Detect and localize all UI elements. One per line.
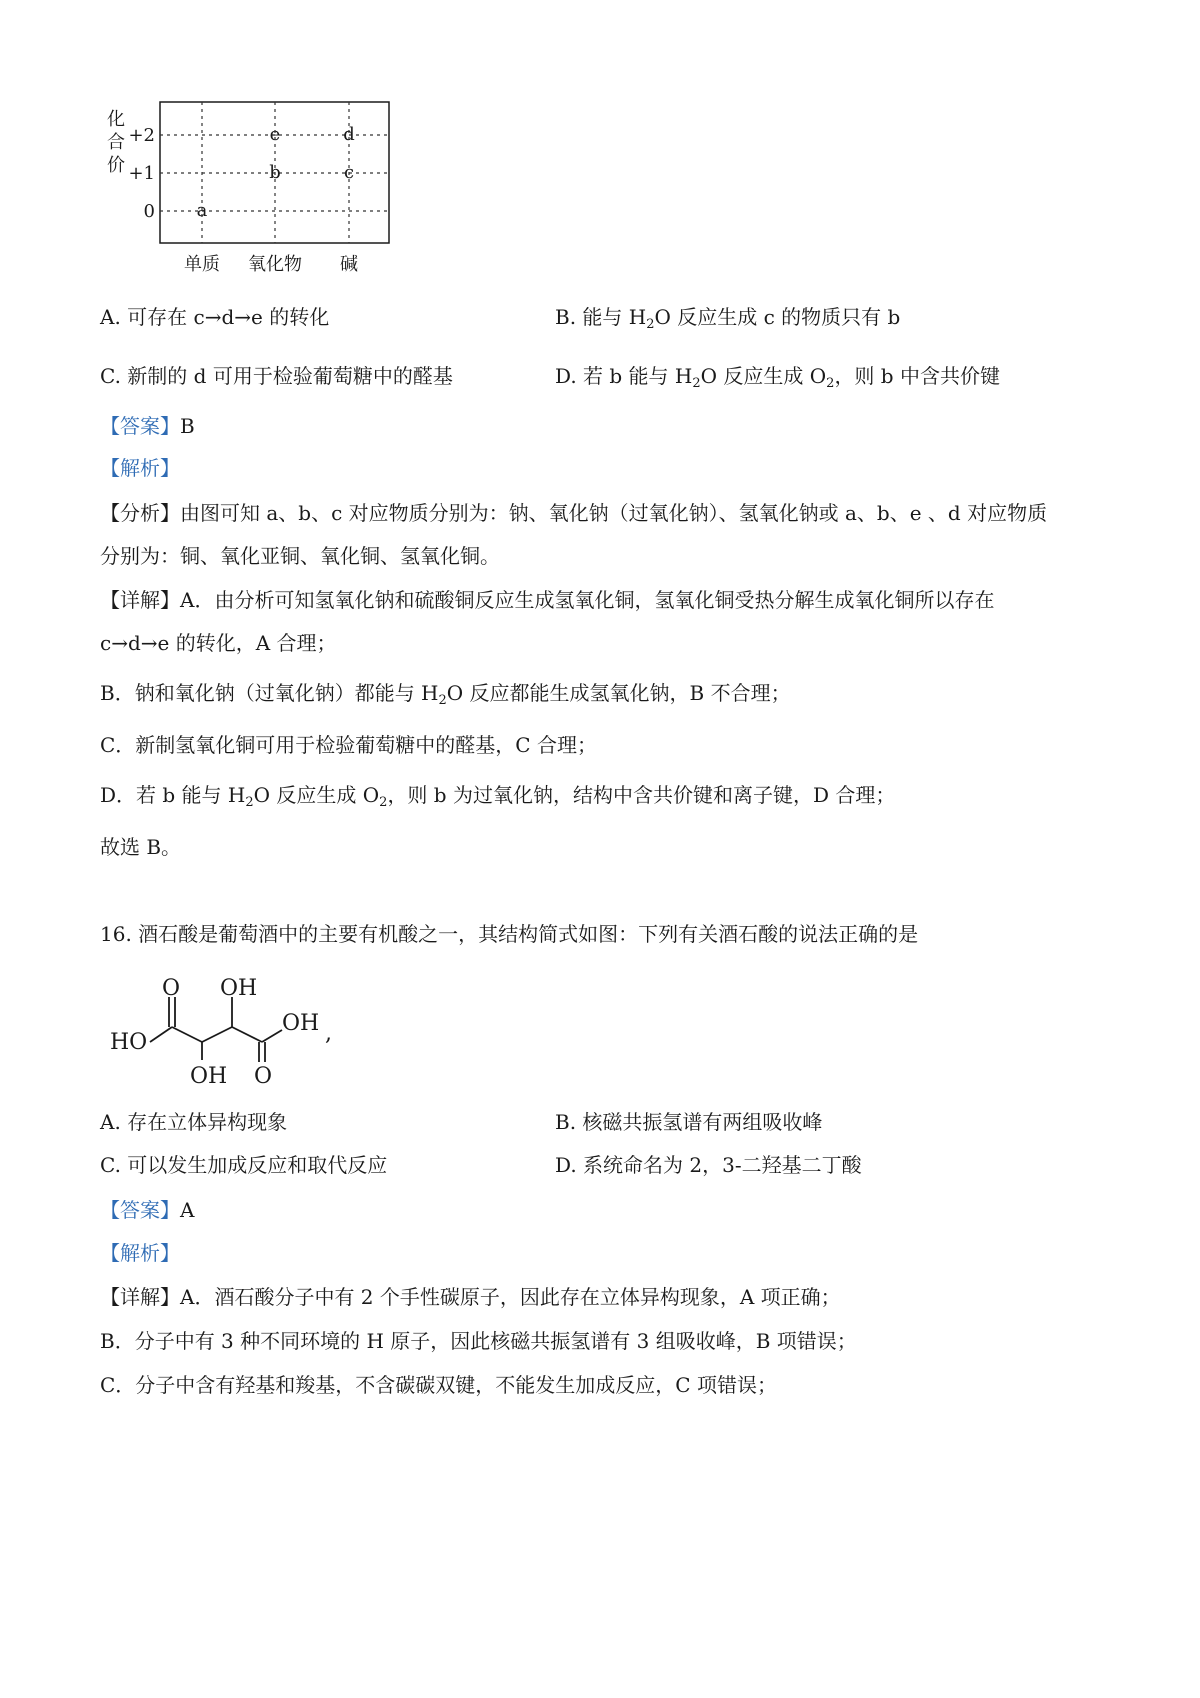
atom-o-top: O <box>162 976 181 1001</box>
q15-option-c: C. 新制的 d 可用于检验葡萄糖中的醛基 <box>100 364 453 388</box>
valence-chart <box>100 100 400 290</box>
point-c: c <box>343 162 355 183</box>
atom-o-bottom: O <box>254 1064 273 1089</box>
x-category-label: 碱 <box>340 254 358 275</box>
q16-detail-c: C．分子中含有羟基和羧基，不含碳碳双键，不能发生加成反应，C 项错误； <box>100 1373 777 1397</box>
q16-detail-a: 【详解】A．酒石酸分子中有 2 个手性碳原子，因此存在立体异构现象，A 项正确； <box>100 1285 841 1309</box>
q15-detail-a1: 【详解】A．由分析可知氢氧化钠和硫酸铜反应生成氢氧化铜，氢氧化铜受热分解生成氧化铜所以存在 <box>100 588 995 612</box>
chart-y-label <box>107 109 125 176</box>
structure-mark: , <box>325 1021 332 1046</box>
q15-detail-c: C．新制氢氧化铜可用于检验葡萄糖中的醛基，C 合理； <box>100 733 597 757</box>
q15-option-a: A. 可存在 c→d→e 的转化 <box>100 305 330 329</box>
q16-option-d: D. 系统命名为 2，3-二羟基二丁酸 <box>555 1153 862 1177</box>
q16-detail-b: B．分子中有 3 种不同环境的 H 原子，因此核磁共振氢谱有 3 组吸收峰，B 项错误； <box>100 1329 857 1353</box>
chart-y-ticks <box>128 125 155 222</box>
q15-detail-a2: c→d→e 的转化，A 合理； <box>100 631 337 655</box>
y-tick-label: 0 <box>143 201 155 222</box>
point-d: d <box>343 124 355 145</box>
skeleton-bonds <box>150 997 282 1062</box>
q15-analysis-tag: 【解析】 <box>100 456 180 480</box>
x-category-label: 单质 <box>184 254 220 275</box>
q15-answer: 【答案】B <box>100 414 195 438</box>
x-category-label: 氧化物 <box>248 254 302 275</box>
answer-tag: 【答案】 <box>100 414 180 438</box>
point-e: e <box>269 124 281 145</box>
q15-detail-d: D．若 b 能与 $H_2O$ 反应生成 $O_2$，则 b 为过氧化钠，结构中含共价键和离子键，D 合理； <box>100 783 896 810</box>
q15-conclusion: 故选 B。 <box>100 835 182 859</box>
point-b: b <box>269 162 281 183</box>
q15-option-d: D. 若 b 能与 $H_2O$ 反应生成 $O_2$，则 b 中含共价键 <box>555 364 1000 391</box>
answer-tag: 【答案】 <box>100 1198 180 1222</box>
y-tick-label: +2 <box>128 125 155 146</box>
atom-oh-top: OH <box>220 976 258 1001</box>
y-axis-char: 合 <box>107 132 125 153</box>
atom-oh-bottom: OH <box>190 1064 228 1089</box>
tartaric-acid-structure <box>100 970 340 1090</box>
chart-x-categories <box>184 254 358 275</box>
q16-option-c: C. 可以发生加成反应和取代反应 <box>100 1153 388 1177</box>
q16-answer: 【答案】A <box>100 1198 195 1222</box>
q15-fenxi-line1: 【分析】由图可知 a、b、c 对应物质分别为：钠、氧化钠（过氧化钠）、氢氧化钠或 a、b、e 、d 对应物质 <box>100 501 1048 525</box>
q16-stem: 16. 酒石酸是葡萄酒中的主要有机酸之一，其结构简式如图：下列有关酒石酸的说法正确的是 <box>100 922 919 946</box>
q16-analysis-tag: 【解析】 <box>100 1241 180 1265</box>
q15-fenxi-line2: 分别为：铜、氧化亚铜、氧化铜、氢氧化铜。 <box>100 544 500 568</box>
atom-oh-right: OH <box>282 1011 320 1036</box>
point-a: a <box>196 200 208 221</box>
y-axis-char: 价 <box>107 155 125 176</box>
y-axis-char: 化 <box>107 109 125 130</box>
atom-ho-left: HO <box>110 1030 148 1055</box>
q15-option-b: B. 能与 $H_2O$ 反应生成 c 的物质只有 b <box>555 305 901 332</box>
q16-option-a: A. 存在立体异构现象 <box>100 1110 288 1134</box>
chart-points <box>197 124 355 221</box>
y-tick-label: +1 <box>128 163 155 184</box>
q15-detail-b: B．钠和氧化钠（过氧化钠）都能与 $H_2O$ 反应都能生成氢氧化钠，B 不合理； <box>100 681 791 708</box>
q16-option-b: B. 核磁共振氢谱有两组吸收峰 <box>555 1110 823 1134</box>
